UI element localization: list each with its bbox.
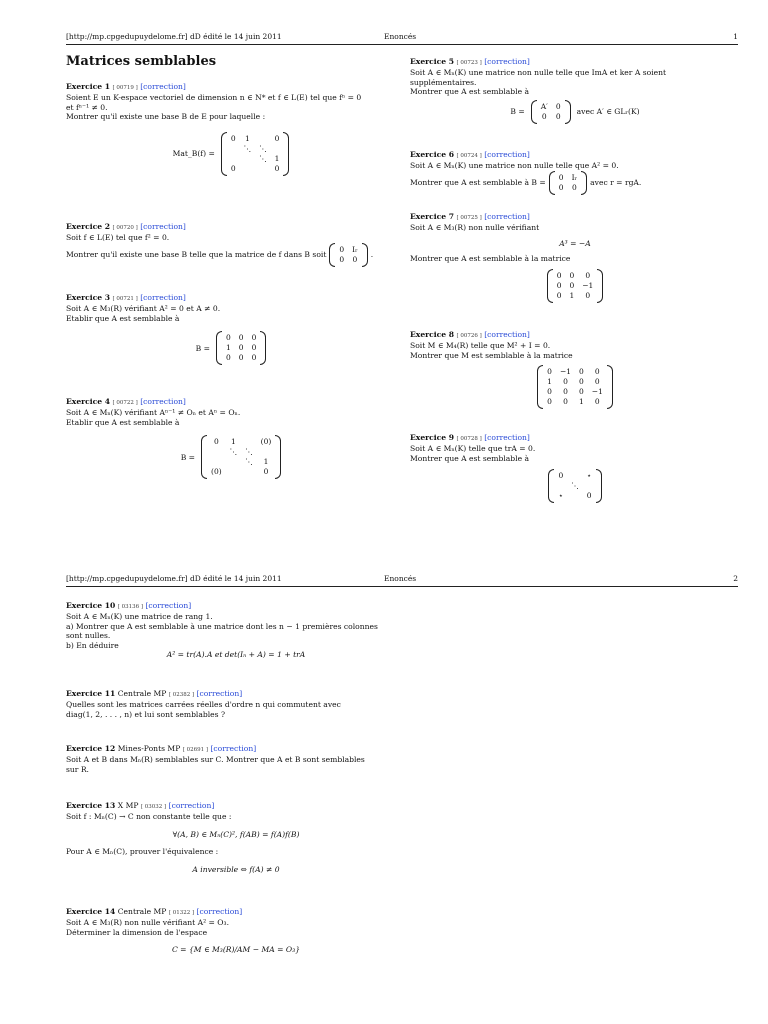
text-line: Montrer que A est semblable à [410, 453, 530, 463]
matrix-cell: 0 [563, 397, 568, 407]
matrix-right-paren [260, 331, 266, 365]
exercise-title: Exercice 4 [66, 397, 111, 406]
matrix-cell: 0 [230, 163, 236, 173]
text-line: Montrer qu'il existe une base B de E pour laquelle : [66, 112, 266, 122]
matrix-cell: 0 [230, 133, 236, 143]
exercise-title: Exercice 7 [410, 212, 455, 221]
matrix-cell: 0 [238, 353, 244, 363]
matrix-cell: 1 [569, 290, 575, 300]
correction-link[interactable]: [correction] [140, 397, 186, 406]
matrix-cell: 0 [556, 290, 562, 300]
exercise-9 [410, 433, 740, 503]
correction-link[interactable]: [correction] [168, 801, 215, 810]
exercise-ref: [ 00719 ] [112, 85, 138, 91]
matrix-cell: ⋱ [245, 457, 253, 467]
matrix-cell: 0 [263, 467, 269, 477]
exercise-source: Mines-Ponts MP [117, 744, 181, 753]
matrix-right-paren [596, 469, 602, 503]
text-line: Soit A ∈ Mₙ(K) une matrice de rang 1. [66, 612, 213, 622]
matrix-cell: 0 [251, 353, 257, 363]
exercise-ref: [ 00724 ] [456, 153, 482, 159]
matrix-cell [227, 144, 240, 154]
matrix-cell: 1 [244, 133, 250, 143]
exercise-2: Exercice 2 [ 00720 ] [correction] Soit f ∈ L(E) tel que f² = 0. Montrer qu'il existe une base B telle que la matrice de f dans B soit 0 Iᵣ 0 0 . [66, 222, 396, 267]
text-line: Soit A ∈ Mₙ(K) telle que trA = 0. [410, 444, 536, 454]
matrix-table [537, 102, 565, 122]
matrix-cell: 0 [238, 343, 244, 353]
text-line: Pour A ∈ Mₙ(C), prouver l'équivalence : [66, 847, 219, 857]
matrix-cell: Iᵣ [571, 172, 578, 182]
header-section: Enoncés [384, 32, 417, 41]
correction-link[interactable]: [correction] [484, 150, 530, 159]
exercise-ref: [ 00726 ] [456, 333, 482, 339]
exercise-6 [410, 150, 740, 195]
matrix-cell [257, 447, 276, 457]
correction-link[interactable]: [correction] [210, 744, 257, 753]
matrix-cell: 0 [579, 367, 584, 377]
exercise-10 [66, 601, 406, 659]
matrix-table [553, 271, 598, 301]
header-url: [http://mp.cpgedupuydelome.fr] dD édité le 14 juin 2011 [66, 574, 282, 583]
matrix-cell: 0 [556, 280, 562, 290]
text-line: diag(1, 2, . . . , n) et lui sont semblables ? [66, 709, 226, 719]
matrix-cell: 0 [558, 182, 564, 192]
exercise-title: Exercice 14 [66, 907, 116, 916]
text-line: Soit A ∈ Mₙ(K) une matrice non nulle telle que A² = 0. [410, 161, 619, 171]
matrix-cell: 0 [585, 290, 591, 300]
exercise-4 [66, 397, 396, 479]
matrix-cell: ⋱ [229, 447, 238, 457]
matrix-table [227, 134, 284, 174]
text-line: Soit A ∈ M₃(R) non nulle vérifiant A² = O₃. [66, 918, 229, 928]
text-line: et fⁿ⁻¹ ≠ 0. [66, 102, 108, 112]
exercise-title: Exercice 8 [410, 330, 455, 339]
text-line: b) En déduire [66, 640, 119, 650]
page-number: 1 [733, 32, 738, 41]
matrix-cell [240, 164, 256, 174]
equation: C = {M ∈ M₃(R)/AM − MA = O₃} [171, 945, 301, 955]
exercise-ref: [ 03136 ] [117, 604, 144, 610]
matrix-cell: 0 [274, 163, 280, 173]
page-header [66, 572, 738, 587]
text-line: Montrer que A est semblable à [410, 87, 530, 97]
correction-link[interactable]: [correction] [145, 601, 192, 610]
matrix-right-paren [581, 171, 587, 195]
equation-rhs: avec A′ ∈ GLᵣ(K) [576, 106, 640, 116]
text-line: Etablir que A est semblable à [66, 313, 180, 323]
matrix-cell: 0 [541, 111, 547, 121]
equation-lhs: B = [510, 106, 525, 116]
exercise-title: Exercice 9 [410, 433, 455, 442]
exercise-ref: [ 00722 ] [112, 400, 138, 406]
matrix-cell: 0 [558, 471, 564, 481]
exercise-11 [66, 689, 406, 719]
exercise-ref: [ 00723 ] [456, 60, 482, 66]
matrix-right-paren [275, 435, 281, 479]
exercise-title: Exercice 1 [66, 82, 111, 91]
matrix-cell: 0 [547, 397, 552, 407]
matrix-cell [255, 134, 271, 144]
text-line: Quelles sont les matrices carrées réelles d'ordre n qui commutent avec [66, 700, 341, 710]
matrix-cell: 0 [238, 333, 244, 343]
text-line: supplémentaires. [410, 77, 477, 87]
matrix-right-paren [607, 365, 613, 409]
matrix-cell: 0 [579, 387, 584, 397]
matrix-cell [567, 471, 583, 481]
matrix [201, 435, 281, 479]
matrix-cell: 1 [226, 343, 231, 353]
exercise-title: Exercice 12 [66, 744, 116, 753]
matrix-cell: 0 [569, 280, 575, 290]
exercise-ref: [ 02691 ] [182, 747, 209, 753]
exercise-title: Exercice 3 [66, 293, 111, 302]
exercise-ref: [ 02382 ] [168, 692, 195, 698]
matrix-cell: 0 [213, 437, 219, 447]
text-line: Montrer que M est semblable à la matrice [410, 350, 573, 360]
text-line: Déterminer la dimension de l'espace [66, 927, 208, 937]
matrix-cell: −1 [582, 280, 594, 290]
text-line: Soit M ∈ M₄(R) telle que M² + I = 0. [410, 341, 551, 351]
equation: A inversible ⇔ f(A) ≠ 0 [192, 864, 280, 874]
text-line: a) Montrer que A est semblable à une matrice dont les n − 1 premières colonnes [66, 621, 378, 631]
matrix-cell: ⋱ [259, 143, 267, 153]
matrix-cell: 1 [547, 377, 552, 387]
text-line: Soit A et B dans Mₙ(R) semblables sur C. Montrer que A et B sont semblables [66, 755, 365, 765]
matrix-cell [226, 457, 242, 467]
text-line: sont nulles. [66, 631, 111, 641]
matrix-cell: −1 [591, 387, 603, 397]
exercise-ref: [ 03032 ] [140, 804, 167, 810]
text-line: Soit f : Mₙ(C) → C non constante telle que : [66, 812, 232, 822]
matrix-cell [554, 481, 567, 491]
matrix-cell: A′ [540, 101, 548, 111]
exercise-7 [410, 212, 740, 303]
matrix-cell: 0 [352, 254, 358, 264]
text-line: Soit A ∈ Mₙ(K) une matrice non nulle telle que ImA et ker A soient [410, 68, 667, 78]
matrix-cell [240, 154, 256, 164]
matrix-cell: Iᵣ [352, 244, 358, 254]
exercise-13 [66, 801, 406, 882]
equation-rhs: avec r = rgA. [590, 178, 642, 188]
matrix-cell: 0 [556, 270, 562, 280]
matrix-cell: 1 [274, 153, 280, 163]
matrix-cell: 0 [579, 377, 584, 387]
matrix-cell [567, 491, 583, 501]
matrix-table [335, 245, 361, 265]
matrix-cell: 0 [571, 182, 577, 192]
matrix-cell: ⋆ [586, 471, 592, 481]
page-2 [0, 512, 768, 1024]
exercise-source: Centrale MP [117, 907, 167, 916]
equation-lhs: B = [195, 343, 210, 353]
page-header [66, 30, 738, 45]
correction-link[interactable]: [correction] [484, 330, 530, 339]
matrix-cell: −1 [559, 367, 571, 377]
matrix-cell: 0 [594, 377, 600, 387]
matrix-cell [583, 481, 596, 491]
matrix-table [543, 367, 607, 407]
matrix-cell [271, 144, 284, 154]
matrix [548, 469, 601, 503]
correction-link[interactable]: [correction] [484, 433, 530, 442]
matrix-right-paren [283, 132, 289, 176]
text-line: Montrer qu'il existe une base B telle que la matrice de f dans B soit [66, 250, 327, 260]
exercise-14 [66, 907, 406, 955]
equation-lhs: Mat_B(f) = [172, 148, 215, 158]
matrix-cell: 0 [339, 244, 345, 254]
text-line: Soit f ∈ L(E) tel que f² = 0. [66, 233, 170, 243]
matrix-cell: ⋱ [243, 143, 252, 153]
matrix-cell: 0 [585, 270, 591, 280]
matrix [329, 243, 367, 267]
matrix-cell: 0 [226, 353, 231, 363]
matrix-cell: 0 [547, 367, 552, 377]
matrix-cell: 0 [547, 387, 552, 397]
correction-link[interactable]: [correction] [140, 293, 186, 302]
matrix-cell: (0) [260, 437, 272, 447]
exercise-ref: [ 00728 ] [456, 436, 482, 442]
exercise-source: Centrale MP [117, 689, 167, 698]
matrix-cell: ⋱ [571, 481, 579, 491]
exercise-3 [66, 293, 396, 365]
page-title: Matrices semblables [66, 54, 217, 69]
text-line: Montrer que A est semblable à la matrice [410, 254, 571, 264]
matrix-cell [207, 457, 226, 467]
matrix-cell: 0 [594, 397, 600, 407]
matrix-cell: (0) [211, 467, 222, 477]
correction-link[interactable]: [correction] [196, 689, 243, 698]
header-section: Enoncés [384, 574, 417, 583]
matrix [537, 365, 613, 409]
matrix-cell: 0 [563, 387, 568, 397]
matrix-cell: 1 [231, 437, 236, 447]
equation: A² = tr(A).A et det(Iₙ + A) = 1 + trA [166, 650, 306, 660]
text-line: Montrer que A est semblable à B = [410, 178, 546, 188]
equation: A³ = −A [559, 238, 591, 248]
matrix-cell: 0 [569, 270, 575, 280]
matrix-cell: ⋱ [259, 153, 267, 163]
equation-lhs: B = [180, 452, 196, 462]
header-url: [http://mp.cpgedupuydelome.fr] dD édité le 14 juin 2011 [66, 32, 282, 41]
matrix-cell: 0 [594, 367, 600, 377]
matrix [221, 132, 290, 176]
matrix-cell: 0 [339, 254, 345, 264]
matrix-cell [207, 447, 226, 457]
text-line: Soit A ∈ M₃(R) vérifiant A² = 0 et A ≠ 0. [66, 304, 221, 314]
matrix [549, 171, 587, 195]
correction-link[interactable]: [correction] [484, 57, 530, 66]
correction-link[interactable]: [correction] [196, 907, 243, 916]
text-line: Soit A ∈ M₃(R) non nulle vérifiant [410, 223, 540, 233]
matrix-cell: 0 [274, 133, 280, 143]
matrix-cell: 0 [586, 491, 592, 501]
correction-link[interactable]: [correction] [140, 222, 186, 231]
matrix-cell: 0 [558, 172, 564, 182]
matrix-right-paren [362, 243, 368, 267]
matrix-cell: 1 [263, 457, 269, 467]
exercise-5 [410, 57, 740, 124]
exercise-ref: [ 01322 ] [168, 910, 195, 916]
matrix-table [207, 437, 275, 477]
matrix [216, 331, 266, 365]
matrix-table [222, 333, 260, 363]
matrix-cell [241, 467, 257, 477]
matrix-cell: 1 [579, 397, 584, 407]
text-line: sur R. [66, 764, 89, 774]
page-number: 2 [733, 574, 738, 583]
matrix-cell [241, 437, 257, 447]
exercise-1 [66, 82, 396, 176]
matrix-cell: 0 [555, 111, 561, 121]
text-line: Etablir que A est semblable à [66, 417, 180, 427]
exercise-source: X MP [117, 801, 139, 810]
exercise-ref: [ 00721 ] [112, 296, 138, 302]
text-line: Soient E un K-espace vectoriel de dimension n ∈ N* et f ∈ L(E) tel que fⁿ = 0 [66, 93, 362, 103]
matrix-cell: 0 [251, 343, 257, 353]
matrix-table [555, 173, 581, 193]
equation: ∀(A, B) ∈ Mₙ(C)², f(AB) = f(A)f(B) [172, 829, 300, 839]
text-line: Soit A ∈ Mₙ(K) vérifiant Aⁿ⁻¹ ≠ Oₙ et Aⁿ = Oₙ. [66, 408, 241, 418]
matrix-table [554, 471, 595, 501]
exercise-ref: [ 00720 ] [112, 225, 138, 231]
matrix-cell: ⋱ [245, 447, 253, 457]
exercise-title: Exercice 10 [66, 601, 116, 610]
correction-link[interactable]: [correction] [140, 82, 186, 91]
exercise-ref: [ 00725 ] [456, 215, 482, 221]
matrix-cell [227, 154, 240, 164]
exercise-title: Exercice 11 [66, 689, 116, 698]
matrix-cell: 0 [563, 377, 568, 387]
matrix-cell: ⋆ [558, 491, 564, 501]
matrix-cell [255, 164, 271, 174]
exercise-8 [410, 330, 740, 409]
matrix-cell [226, 467, 242, 477]
exercise-title: Exercice 13 [66, 801, 116, 810]
exercise-12 [66, 744, 406, 774]
exercise-title: Exercice 5 [410, 57, 455, 66]
exercise-title: Exercice 6 [410, 150, 455, 159]
matrix [547, 269, 604, 303]
exercise-title: Exercice 2 [66, 222, 111, 231]
matrix-cell: 0 [226, 333, 231, 343]
matrix-right-paren [597, 269, 603, 303]
matrix-right-paren [565, 100, 571, 124]
matrix-cell: 0 [555, 101, 561, 111]
correction-link[interactable]: [correction] [484, 212, 530, 221]
matrix-cell: 0 [251, 333, 257, 343]
matrix [531, 100, 571, 124]
